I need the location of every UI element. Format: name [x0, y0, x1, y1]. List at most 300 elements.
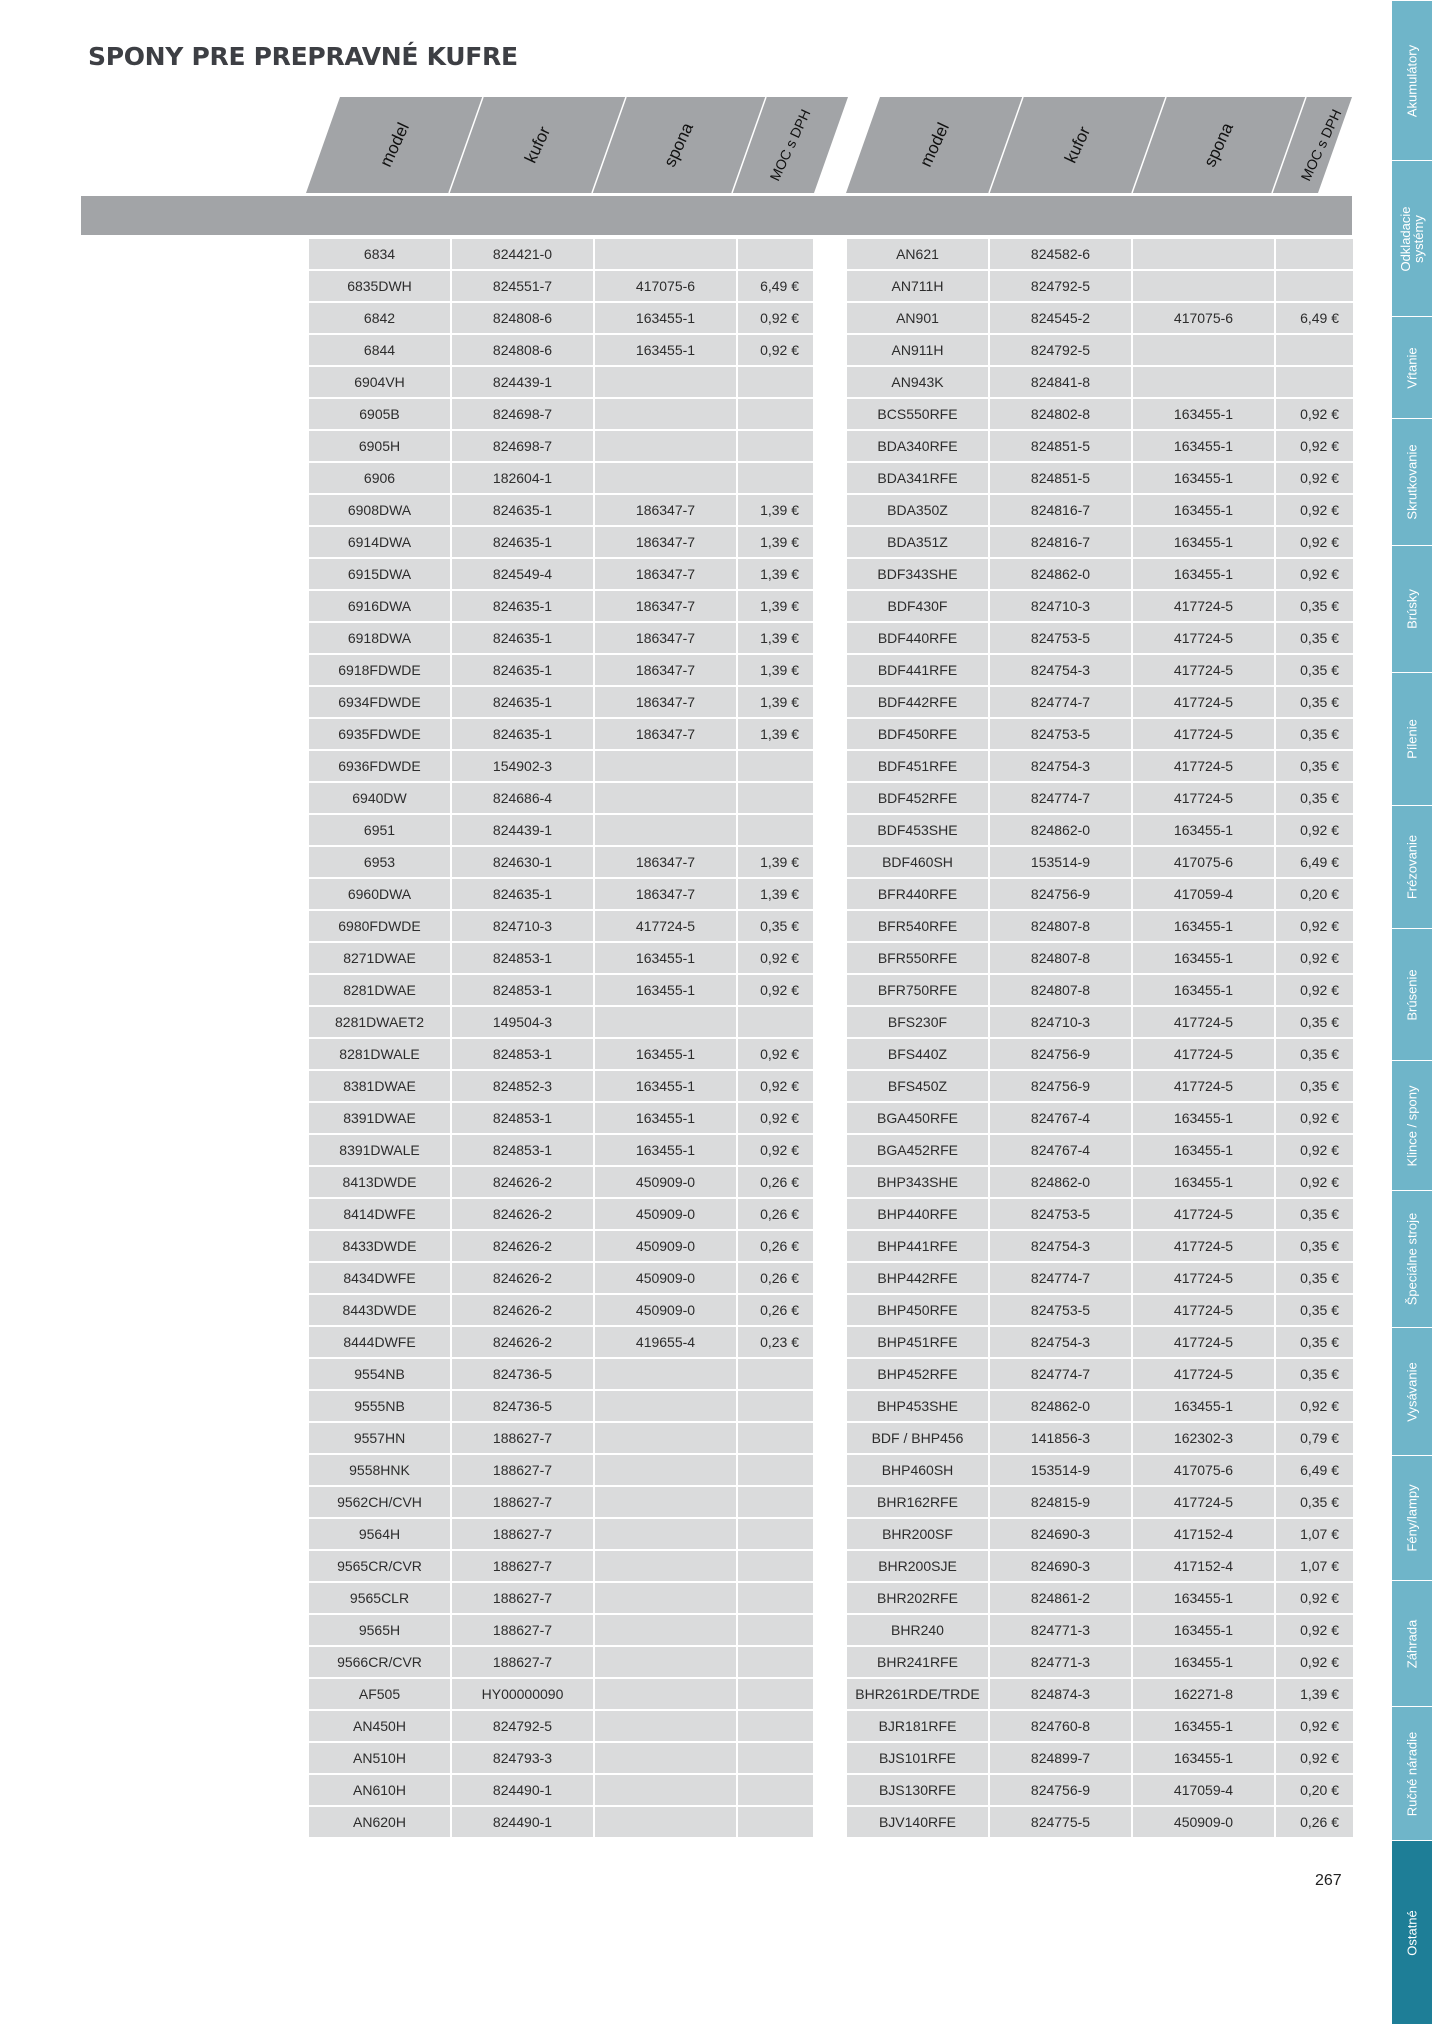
cell-model: BGA450RFE	[846, 1102, 989, 1134]
cell-moc: 0,35 €	[1275, 1294, 1354, 1326]
cell-model: BDA340RFE	[846, 430, 989, 462]
cell-model: AN621	[846, 238, 989, 270]
table-row	[308, 430, 814, 462]
cell-model: 8413DWDE	[308, 1166, 451, 1198]
cell-model: BHP343SHE	[846, 1166, 989, 1198]
cell-model: BJS101RFE	[846, 1742, 989, 1774]
table-right	[845, 237, 1355, 1839]
table-row	[308, 622, 814, 654]
table-header-right	[846, 97, 1352, 193]
sidebar-tab-label: Fény/lampy	[1404, 1484, 1420, 1552]
cell-moc: 1,39 €	[737, 654, 814, 686]
table-row	[308, 270, 814, 302]
cell-kufor: 824862-0	[989, 814, 1132, 846]
sidebar-tab-label: Odkladacie systémy	[1398, 205, 1426, 272]
cell-model: BDA351Z	[846, 526, 989, 558]
cell-model: 6842	[308, 302, 451, 334]
cell-kufor: 824754-3	[989, 1230, 1132, 1262]
cell-moc: 0,92 €	[737, 302, 814, 334]
cell-model: 6844	[308, 334, 451, 366]
cell-moc	[737, 1614, 814, 1646]
table-row	[846, 942, 1354, 974]
sidebar-tab-label: Záhrada	[1404, 1619, 1420, 1668]
cell-moc	[737, 1358, 814, 1390]
cell-model: 8281DWAE	[308, 974, 451, 1006]
cell-spona	[594, 366, 737, 398]
table-row	[308, 1454, 814, 1486]
cell-kufor: 824754-3	[989, 1326, 1132, 1358]
sidebar-tab[interactable]	[1392, 160, 1432, 316]
table-row	[846, 1166, 1354, 1198]
cell-spona: 163455-1	[1132, 814, 1275, 846]
cell-kufor: 141856-3	[989, 1422, 1132, 1454]
cell-moc	[737, 1486, 814, 1518]
cell-kufor: HY00000090	[451, 1678, 594, 1710]
table-row	[308, 654, 814, 686]
cell-kufor: 824698-7	[451, 398, 594, 430]
cell-model: BFR540RFE	[846, 910, 989, 942]
cell-moc: 0,92 €	[1275, 1390, 1354, 1422]
cell-spona	[594, 1550, 737, 1582]
cell-model: BDF441RFE	[846, 654, 989, 686]
cell-kufor: 149504-3	[451, 1006, 594, 1038]
table-row	[846, 750, 1354, 782]
sidebar-tab-label: Brúsenie	[1404, 968, 1420, 1021]
sidebar-tab[interactable]	[1392, 1327, 1432, 1455]
cell-model: BDF / BHP456	[846, 1422, 989, 1454]
cell-moc: 0,35 €	[1275, 1262, 1354, 1294]
cell-moc	[737, 1646, 814, 1678]
cell-spona: 186347-7	[594, 878, 737, 910]
cell-moc: 0,23 €	[737, 1326, 814, 1358]
cell-model: BHP450RFE	[846, 1294, 989, 1326]
sidebar-tab[interactable]	[1392, 1706, 1432, 1840]
sidebar-tab[interactable]	[1392, 928, 1432, 1060]
cell-model: 6960DWA	[308, 878, 451, 910]
table-row	[846, 1454, 1354, 1486]
cell-moc	[737, 1582, 814, 1614]
cell-moc: 0,20 €	[1275, 878, 1354, 910]
cell-model: AN450H	[308, 1710, 451, 1742]
table-row	[846, 654, 1354, 686]
cell-kufor: 824754-3	[989, 750, 1132, 782]
header-band	[81, 196, 1352, 235]
cell-kufor: 824792-5	[989, 334, 1132, 366]
cell-moc: 0,92 €	[1275, 974, 1354, 1006]
cell-moc	[1275, 366, 1354, 398]
cell-model: 6914DWA	[308, 526, 451, 558]
table-left	[307, 237, 815, 1839]
sidebar-tab[interactable]	[1392, 805, 1432, 928]
cell-spona: 417724-5	[1132, 1230, 1275, 1262]
cell-spona	[1132, 334, 1275, 366]
cell-moc: 0,92 €	[1275, 1582, 1354, 1614]
cell-spona: 163455-1	[1132, 1582, 1275, 1614]
cell-spona: 450909-0	[594, 1230, 737, 1262]
cell-model: BDA341RFE	[846, 462, 989, 494]
cell-model: AN510H	[308, 1742, 451, 1774]
cell-spona: 417724-5	[594, 910, 737, 942]
cell-moc: 1,39 €	[737, 590, 814, 622]
cell-spona	[594, 1742, 737, 1774]
table-row	[308, 1326, 814, 1358]
cell-kufor: 824775-5	[989, 1806, 1132, 1838]
cell-model: 6940DW	[308, 782, 451, 814]
sidebar-tab-label: Ručné náradie	[1404, 1731, 1420, 1816]
cell-spona: 163455-1	[1132, 1134, 1275, 1166]
cell-kufor: 824545-2	[989, 302, 1132, 334]
cell-moc	[737, 1390, 814, 1422]
table-row	[308, 1486, 814, 1518]
cell-kufor: 824853-1	[451, 942, 594, 974]
cell-spona	[1132, 238, 1275, 270]
cell-model: AN711H	[846, 270, 989, 302]
cell-kufor: 824756-9	[989, 1774, 1132, 1806]
cell-moc: 0,92 €	[1275, 910, 1354, 942]
table-row	[846, 1710, 1354, 1742]
cell-model: BFS230F	[846, 1006, 989, 1038]
table-row	[846, 334, 1354, 366]
cell-kufor: 824551-7	[451, 270, 594, 302]
cell-moc: 6,49 €	[1275, 846, 1354, 878]
cell-moc: 0,35 €	[737, 910, 814, 942]
cell-moc: 0,26 €	[737, 1294, 814, 1326]
cell-model: 8443DWDE	[308, 1294, 451, 1326]
cell-model: 6936FDWDE	[308, 750, 451, 782]
cell-spona: 163455-1	[1132, 910, 1275, 942]
cell-spona: 163455-1	[1132, 1390, 1275, 1422]
cell-kufor: 824807-8	[989, 910, 1132, 942]
cell-kufor: 188627-7	[451, 1454, 594, 1486]
cell-kufor: 824862-0	[989, 558, 1132, 590]
cell-model: BDF430F	[846, 590, 989, 622]
category-sidebar	[1392, 0, 1432, 2024]
cell-spona: 163455-1	[1132, 526, 1275, 558]
cell-spona: 163455-1	[594, 1134, 737, 1166]
table-row	[308, 334, 814, 366]
sidebar-tab[interactable]	[1392, 1840, 1432, 2024]
cell-model: BFS440Z	[846, 1038, 989, 1070]
table-row	[308, 1806, 814, 1838]
cell-moc: 1,39 €	[737, 686, 814, 718]
cell-moc: 0,35 €	[1275, 1358, 1354, 1390]
cell-moc: 0,26 €	[737, 1198, 814, 1230]
table-row	[846, 1038, 1354, 1070]
cell-moc	[737, 462, 814, 494]
cell-moc: 0,92 €	[737, 974, 814, 1006]
cell-model: 6915DWA	[308, 558, 451, 590]
header-moc: MOC s DPH	[1296, 106, 1345, 184]
header-spona: spona	[660, 119, 697, 170]
cell-moc: 1,39 €	[737, 526, 814, 558]
cell-kufor: 824756-9	[989, 1038, 1132, 1070]
cell-kufor: 824736-5	[451, 1358, 594, 1390]
cell-spona: 417152-4	[1132, 1518, 1275, 1550]
cell-model: 6918FDWDE	[308, 654, 451, 686]
cell-spona: 163455-1	[1132, 430, 1275, 462]
sidebar-tab[interactable]	[1392, 1580, 1432, 1706]
header-spona: spona	[1200, 119, 1237, 170]
cell-spona: 163455-1	[1132, 1166, 1275, 1198]
cell-spona: 417724-5	[1132, 1038, 1275, 1070]
sidebar-tab[interactable]	[1392, 1060, 1432, 1190]
cell-model: AN620H	[308, 1806, 451, 1838]
cell-spona: 417724-5	[1132, 1262, 1275, 1294]
cell-moc	[737, 366, 814, 398]
cell-model: 6834	[308, 238, 451, 270]
table-row	[308, 1614, 814, 1646]
sidebar-tab[interactable]	[1392, 672, 1432, 805]
cell-kufor: 824774-7	[989, 782, 1132, 814]
cell-spona: 450909-0	[1132, 1806, 1275, 1838]
cell-model: 9565H	[308, 1614, 451, 1646]
table-row	[846, 270, 1354, 302]
cell-moc: 1,39 €	[1275, 1678, 1354, 1710]
cell-kufor: 824754-3	[989, 654, 1132, 686]
cell-moc	[737, 1710, 814, 1742]
cell-spona: 162271-8	[1132, 1678, 1275, 1710]
cell-model: BHR202RFE	[846, 1582, 989, 1614]
cell-kufor: 824635-1	[451, 622, 594, 654]
cell-spona	[594, 1678, 737, 1710]
cell-kufor: 824439-1	[451, 366, 594, 398]
cell-kufor: 824753-5	[989, 1294, 1132, 1326]
cell-kufor: 824774-7	[989, 686, 1132, 718]
cell-model: BDF453SHE	[846, 814, 989, 846]
cell-model: BHR240	[846, 1614, 989, 1646]
cell-spona: 417724-5	[1132, 686, 1275, 718]
cell-kufor: 824815-9	[989, 1486, 1132, 1518]
cell-kufor: 824421-0	[451, 238, 594, 270]
table-row	[308, 1422, 814, 1454]
cell-moc	[737, 1550, 814, 1582]
cell-moc: 0,92 €	[1275, 526, 1354, 558]
cell-spona: 162302-3	[1132, 1422, 1275, 1454]
cell-kufor: 824710-3	[989, 1006, 1132, 1038]
table-row	[846, 1294, 1354, 1326]
table-row	[308, 846, 814, 878]
cell-kufor: 188627-7	[451, 1550, 594, 1582]
cell-kufor: 824862-0	[989, 1390, 1132, 1422]
cell-spona: 163455-1	[594, 942, 737, 974]
table-row	[846, 1326, 1354, 1358]
cell-spona: 417075-6	[1132, 1454, 1275, 1486]
cell-moc: 0,35 €	[1275, 1198, 1354, 1230]
cell-spona: 186347-7	[594, 622, 737, 654]
sidebar-tab[interactable]	[1392, 316, 1432, 418]
table-row	[846, 238, 1354, 270]
cell-model: 9565CR/CVR	[308, 1550, 451, 1582]
cell-kufor: 824853-1	[451, 974, 594, 1006]
cell-moc: 1,39 €	[737, 494, 814, 526]
cell-kufor: 824862-0	[989, 1166, 1132, 1198]
table-row	[308, 1038, 814, 1070]
cell-model: BFR550RFE	[846, 942, 989, 974]
sidebar-tab-label: Špeciálne stroje	[1404, 1212, 1420, 1306]
cell-model: 6918DWA	[308, 622, 451, 654]
cell-moc	[737, 1518, 814, 1550]
cell-moc: 0,35 €	[1275, 1486, 1354, 1518]
cell-kufor: 824635-1	[451, 686, 594, 718]
cell-kufor: 188627-7	[451, 1422, 594, 1454]
cell-moc: 1,39 €	[737, 622, 814, 654]
sidebar-tab[interactable]	[1392, 1455, 1432, 1580]
cell-spona: 417075-6	[1132, 302, 1275, 334]
cell-kufor: 824490-1	[451, 1806, 594, 1838]
cell-moc	[1275, 334, 1354, 366]
cell-spona: 186347-7	[594, 686, 737, 718]
cell-spona	[594, 1390, 737, 1422]
sidebar-tab-label: Frézovanie	[1404, 834, 1420, 900]
sidebar-tab[interactable]	[1392, 1190, 1432, 1327]
page-title: SPONY PRE PREPRAVNÉ KUFRE	[88, 42, 518, 71]
cell-model: 6935FDWDE	[308, 718, 451, 750]
cell-model: 9566CR/CVR	[308, 1646, 451, 1678]
cell-kufor: 153514-9	[989, 1454, 1132, 1486]
cell-spona: 163455-1	[594, 1070, 737, 1102]
cell-model: BDF452RFE	[846, 782, 989, 814]
cell-model: BHR261RDE/TRDE	[846, 1678, 989, 1710]
table-row	[308, 910, 814, 942]
sidebar-tab-label: Pílenie	[1404, 719, 1420, 759]
table-row	[308, 462, 814, 494]
table-row	[846, 782, 1354, 814]
cell-model: BFR440RFE	[846, 878, 989, 910]
cell-model: BJS130RFE	[846, 1774, 989, 1806]
cell-kufor: 824710-3	[989, 590, 1132, 622]
cell-kufor: 824635-1	[451, 526, 594, 558]
header-kufor: kufor	[520, 123, 554, 166]
cell-moc: 0,92 €	[1275, 1166, 1354, 1198]
cell-kufor: 824710-3	[451, 910, 594, 942]
sidebar-tab-label: Brúsky	[1404, 589, 1420, 629]
cell-kufor: 824626-2	[451, 1166, 594, 1198]
table-row	[308, 974, 814, 1006]
cell-spona: 417724-5	[1132, 750, 1275, 782]
cell-model: BDF440RFE	[846, 622, 989, 654]
cell-spona: 163455-1	[594, 974, 737, 1006]
table-row	[308, 1006, 814, 1038]
table-row	[846, 1774, 1354, 1806]
cell-spona: 163455-1	[1132, 398, 1275, 430]
cell-moc	[737, 750, 814, 782]
cell-kufor: 824774-7	[989, 1262, 1132, 1294]
table-row	[846, 302, 1354, 334]
table-row	[308, 1774, 814, 1806]
cell-spona: 163455-1	[1132, 974, 1275, 1006]
cell-spona: 163455-1	[1132, 1646, 1275, 1678]
sidebar-tab[interactable]	[1392, 0, 1432, 160]
cell-spona: 450909-0	[594, 1166, 737, 1198]
table-row	[846, 846, 1354, 878]
cell-kufor: 188627-7	[451, 1582, 594, 1614]
table-row	[846, 590, 1354, 622]
cell-spona: 417724-5	[1132, 1006, 1275, 1038]
cell-kufor: 824771-3	[989, 1614, 1132, 1646]
table-row	[846, 1678, 1354, 1710]
sidebar-tab[interactable]	[1392, 418, 1432, 545]
sidebar-tab-label: Ostatné	[1404, 1909, 1420, 1956]
table-row	[308, 1742, 814, 1774]
cell-moc	[737, 1454, 814, 1486]
cell-model: 9564H	[308, 1518, 451, 1550]
cell-spona	[594, 238, 737, 270]
cell-spona	[594, 1454, 737, 1486]
cell-kufor: 824792-5	[989, 270, 1132, 302]
cell-model: BFS450Z	[846, 1070, 989, 1102]
cell-kufor: 824439-1	[451, 814, 594, 846]
cell-moc: 0,79 €	[1275, 1422, 1354, 1454]
cell-spona: 163455-1	[594, 1102, 737, 1134]
cell-spona: 417724-5	[1132, 782, 1275, 814]
cell-model: AN911H	[846, 334, 989, 366]
cell-moc: 0,35 €	[1275, 1230, 1354, 1262]
cell-kufor: 824626-2	[451, 1326, 594, 1358]
cell-model: BHP452RFE	[846, 1358, 989, 1390]
cell-spona	[594, 1806, 737, 1838]
table-row	[846, 526, 1354, 558]
cell-moc: 0,35 €	[1275, 590, 1354, 622]
cell-kufor: 824899-7	[989, 1742, 1132, 1774]
cell-spona: 417724-5	[1132, 1070, 1275, 1102]
header-model: model	[915, 119, 953, 170]
table-row	[846, 430, 1354, 462]
table-row	[846, 814, 1354, 846]
cell-model: BHR162RFE	[846, 1486, 989, 1518]
table-row	[308, 494, 814, 526]
cell-kufor: 824635-1	[451, 878, 594, 910]
table-row	[308, 942, 814, 974]
cell-spona	[594, 782, 737, 814]
cell-moc: 0,35 €	[1275, 654, 1354, 686]
cell-kufor: 824816-7	[989, 494, 1132, 526]
cell-moc: 0,35 €	[1275, 718, 1354, 750]
page-number: 267	[1315, 1872, 1342, 1889]
table-row	[846, 1006, 1354, 1038]
table-row	[846, 1646, 1354, 1678]
cell-model: 6835DWH	[308, 270, 451, 302]
cell-kufor: 824686-4	[451, 782, 594, 814]
table-row	[308, 1134, 814, 1166]
cell-spona: 450909-0	[594, 1294, 737, 1326]
cell-moc: 0,35 €	[1275, 750, 1354, 782]
cell-model: BHR241RFE	[846, 1646, 989, 1678]
cell-kufor: 824851-5	[989, 462, 1132, 494]
cell-model: BHP441RFE	[846, 1230, 989, 1262]
cell-kufor: 824853-1	[451, 1102, 594, 1134]
cell-spona	[594, 1422, 737, 1454]
cell-moc	[737, 782, 814, 814]
sidebar-tab[interactable]	[1392, 545, 1432, 672]
cell-spona: 417724-5	[1132, 1486, 1275, 1518]
cell-moc: 1,39 €	[737, 846, 814, 878]
cell-model: AN901	[846, 302, 989, 334]
cell-model: BHP460SH	[846, 1454, 989, 1486]
cell-model: 8391DWALE	[308, 1134, 451, 1166]
header-kufor: kufor	[1060, 123, 1094, 166]
cell-spona: 163455-1	[594, 334, 737, 366]
cell-spona: 186347-7	[594, 590, 737, 622]
cell-spona	[594, 398, 737, 430]
table-row	[846, 398, 1354, 430]
cell-model: 6953	[308, 846, 451, 878]
cell-moc: 6,49 €	[1275, 302, 1354, 334]
cell-spona: 417059-4	[1132, 1774, 1275, 1806]
cell-kufor: 188627-7	[451, 1486, 594, 1518]
table-row	[308, 1230, 814, 1262]
cell-moc: 0,35 €	[1275, 686, 1354, 718]
cell-moc	[737, 1774, 814, 1806]
